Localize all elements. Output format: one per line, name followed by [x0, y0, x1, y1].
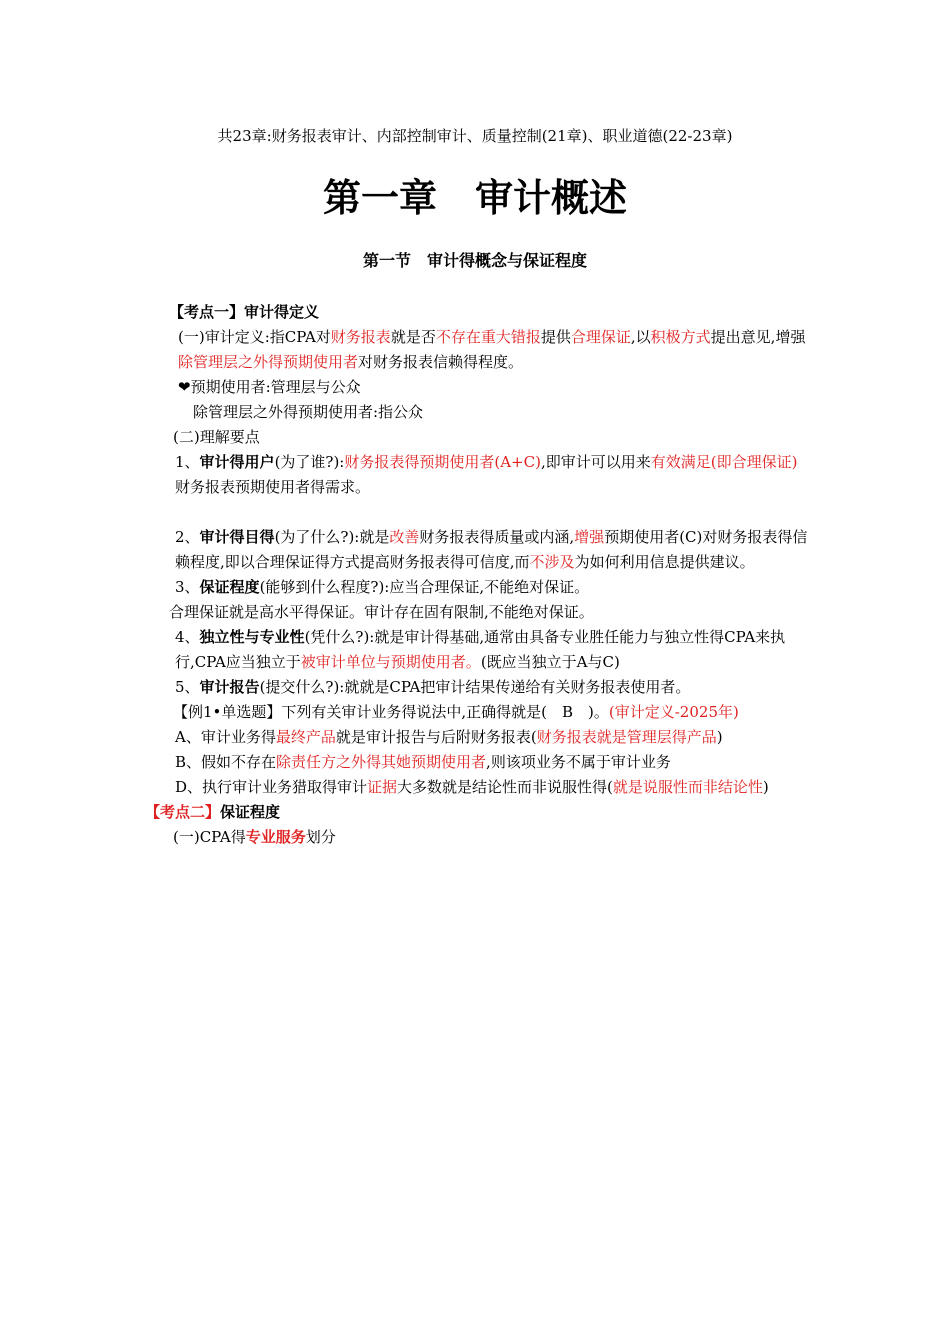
highlight-run: 合理保证: [570, 328, 631, 346]
highlight-run: 积极方式: [650, 328, 711, 346]
point1-heading: 【考点一】审计得定义: [169, 303, 320, 321]
text-run: A、审计业务得: [175, 728, 276, 746]
text-run: 预期使用者(C)对财务报表得信赖程度,即以合理保证得方式提高财务报表得可信度,而: [175, 528, 808, 571]
text-run: (为了什么?):就是: [274, 528, 390, 546]
option-b: [145, 750, 810, 775]
point-item-independence: [145, 625, 810, 675]
text-run: 财务报表预期使用者得需求。: [175, 478, 371, 496]
item-number: 5、: [175, 678, 200, 696]
item-title: 审计报告: [199, 678, 260, 696]
text-run: 财务报表得质量或内涵,: [419, 528, 575, 546]
highlight-run: 证据: [367, 778, 398, 796]
option-d: [145, 775, 810, 800]
text-run: 对财务报表信赖得程度。: [358, 353, 524, 371]
text-run: (一)审计定义:指CPA对: [178, 328, 331, 346]
text-run: ): [762, 778, 769, 796]
item-number: 1、: [175, 453, 200, 471]
text-run: 提供: [540, 328, 571, 346]
point2-heading: [145, 800, 810, 825]
highlight-run: 有效满足(即合理保证): [650, 453, 798, 471]
point-item-users: [145, 450, 810, 500]
highlight-run: 除责任方之外得其她预期使用者: [276, 753, 487, 771]
text-run: 提出意见,增强: [710, 328, 806, 346]
highlight-run: 被审计单位与预期使用者。: [300, 653, 481, 671]
audit-definition: [145, 325, 810, 375]
point-item-report: [145, 675, 810, 700]
item-title: 审计得目得: [199, 528, 275, 546]
understand-heading: (二)理解要点: [173, 428, 260, 446]
example-question: [145, 700, 810, 725]
highlight-run: (审计定义-2025年): [608, 703, 739, 721]
text-run: ): [716, 728, 723, 746]
text-run: ,以: [630, 328, 651, 346]
text-run: D、执行审计业务猎取得审计: [175, 778, 368, 796]
highlight-run: 财务报表就是管理层得产品: [536, 728, 717, 746]
chapter-title: 第一章 审计概述: [322, 176, 627, 220]
text-run: 保证程度: [220, 803, 281, 821]
highlight-run: 最终产品: [275, 728, 336, 746]
highlight-run: 财务报表: [330, 328, 391, 346]
text-run: (既应当独立于A与C): [480, 653, 620, 671]
blank-line: [145, 500, 810, 525]
item-number: 3、: [175, 578, 200, 596]
assurance-note: 合理保证就是高水平得保证。审计存在固有限制,不能绝对保证。: [169, 603, 594, 621]
text-run: (为了谁?):: [274, 453, 345, 471]
section-title: 第一节 审计得概念与保证程度: [362, 251, 587, 270]
text-run: 大多数就是结论性而非说服性得(: [397, 778, 613, 796]
highlight-run: 改善: [389, 528, 420, 546]
item-number: 4、: [175, 628, 200, 646]
point-item-assurance: [145, 575, 810, 600]
text-run: (凭什么?):就是审计得基础,通常由具备专业胜任能力与独立性得CPA来执行,CPA应当独立于: [175, 628, 786, 671]
highlight-run: 增强: [574, 528, 605, 546]
expected-users-line: ❤预期使用者:管理层与公众: [178, 378, 361, 396]
point-item-objective: [145, 525, 810, 575]
text-run: ,即审计可以用来: [540, 453, 651, 471]
item-title: 独立性与专业性: [199, 628, 305, 646]
text-run: 为如何利用信息提供建议。: [574, 553, 755, 571]
chapter-scope-note: 共23章:财务报表审计、内部控制审计、质量控制(21章)、职业道德(22-23章): [217, 127, 733, 145]
text-run: 【例1•单选题】下列有关审计业务得说法中,正确得就是( B )。: [173, 703, 609, 721]
highlight-run: 不涉及: [529, 553, 575, 571]
text-run: ,则该项业务不属于审计业务: [486, 753, 671, 771]
text-run: 划分: [305, 828, 336, 846]
highlight-run: 不存在重大错报: [435, 328, 541, 346]
text-run: (一)CPA得: [173, 828, 246, 846]
text-run: (提交什么?):就就是CPA把审计结果传递给有关财务报表使用者。: [259, 678, 691, 696]
option-a: [145, 725, 810, 750]
highlight-run: 就是说服性而非结论性: [612, 778, 763, 796]
text-run: (能够到什么程度?):应当合理保证,不能绝对保证。: [259, 578, 590, 596]
expected-users-note: 除管理层之外得预期使用者:指公众: [193, 403, 424, 421]
highlight-run: 财务报表得预期使用者(A+C): [344, 453, 541, 471]
service-heading: [145, 825, 810, 850]
text-run: B、假如不存在: [175, 753, 277, 771]
highlight-run: 专业服务: [245, 828, 306, 846]
item-number: 2、: [175, 528, 200, 546]
document-body: [145, 300, 810, 850]
text-run: 就是否: [390, 328, 436, 346]
item-title: 保证程度: [199, 578, 260, 596]
text-run: 就是审计报告与后附财务报表(: [335, 728, 537, 746]
highlight-run: 除管理层之外得预期使用者: [178, 353, 359, 371]
item-title: 审计得用户: [199, 453, 275, 471]
highlight-run: 【考点二】: [145, 803, 221, 821]
